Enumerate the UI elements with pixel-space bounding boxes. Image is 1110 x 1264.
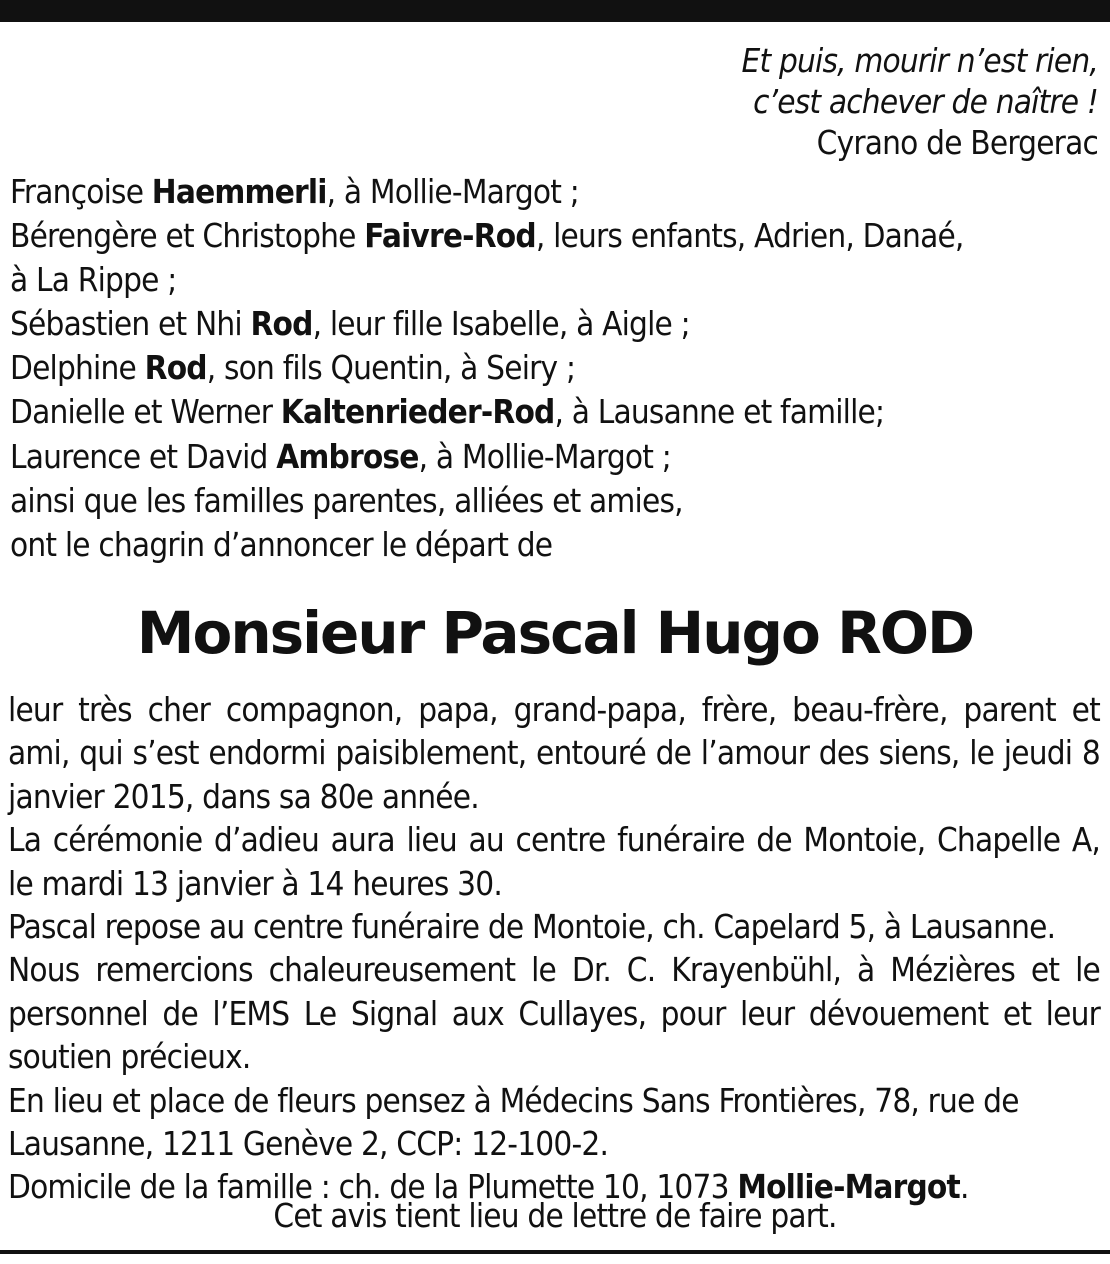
closing-note: Cet avis tient lieu de lettre de faire part. xyxy=(273,1196,837,1235)
epigraph-line: c’est achever de naître ! xyxy=(753,82,1098,121)
paragraph-line: En lieu et place de fleurs pensez à Médecins Sans Frontières, 78, rue de xyxy=(8,1080,1019,1120)
paragraph: leur très cher compagnon, papa, grand-papa, frère, beau-frère, parent et ami, qui s’est endormi paisiblement, entouré de l’amour des siens, le jeudi 8 janvier 2015, dans sa 80e année. xyxy=(8,690,1100,816)
bottom-rule xyxy=(0,1250,1110,1254)
paragraph: Pascal repose au centre funéraire de Montoie, ch. Capelard 5, à Lausanne. xyxy=(8,907,1056,947)
paragraph: La cérémonie d’adieu aura lieu au centre funéraire de Montoie, Chapelle A, le mardi 13 janvier à 14 heures 30. xyxy=(8,820,1100,903)
family-line: à La Rippe ; xyxy=(10,260,177,300)
family-line: ainsi que les familles parentes, alliées et amies, xyxy=(10,480,683,520)
family-line: Bérengère et Christophe Faivre-Rod, leurs enfants, Adrien, Danaé, xyxy=(10,216,964,256)
family-address: Domicile de la famille : ch. de la Plumette 10, 1073 Mollie-Margot. xyxy=(8,1167,969,1207)
family-line: Sébastien et Nhi Rod, leur fille Isabelle, à Aigle ; xyxy=(10,304,690,344)
family-line: Laurence et David Ambrose, à Mollie-Margot ; xyxy=(10,436,671,476)
family-line: Françoise Haemmerli, à Mollie-Margot ; xyxy=(10,172,579,211)
paragraph-line: Lausanne, 1211 Genève 2, CCP: 12-100-2. xyxy=(8,1124,609,1164)
family-line: Danielle et Werner Kaltenrieder-Rod, à Lausanne et famille; xyxy=(10,392,885,432)
family-list xyxy=(10,170,1105,567)
epigraph-line: Et puis, mourir n’est rien, xyxy=(741,41,1098,80)
paragraph: Nous remercions chaleureusement le Dr. C. Krayenbühl, à Mézières et le personnel de l’EMS Le Signal aux Cullayes, pour leur dévouement et leur soutien précieux. xyxy=(8,950,1100,1077)
epigraph xyxy=(398,40,1098,163)
epigraph-author: Cyrano de Bergerac xyxy=(816,123,1098,162)
deceased-name: Monsieur Pascal Hugo ROD xyxy=(136,599,974,667)
notice-body xyxy=(8,688,1100,1209)
family-line: Delphine Rod, son fils Quentin, à Seiry ; xyxy=(10,348,576,388)
family-line: ont le chagrin d’annoncer le départ de xyxy=(10,524,553,564)
top-rule xyxy=(0,0,1110,22)
